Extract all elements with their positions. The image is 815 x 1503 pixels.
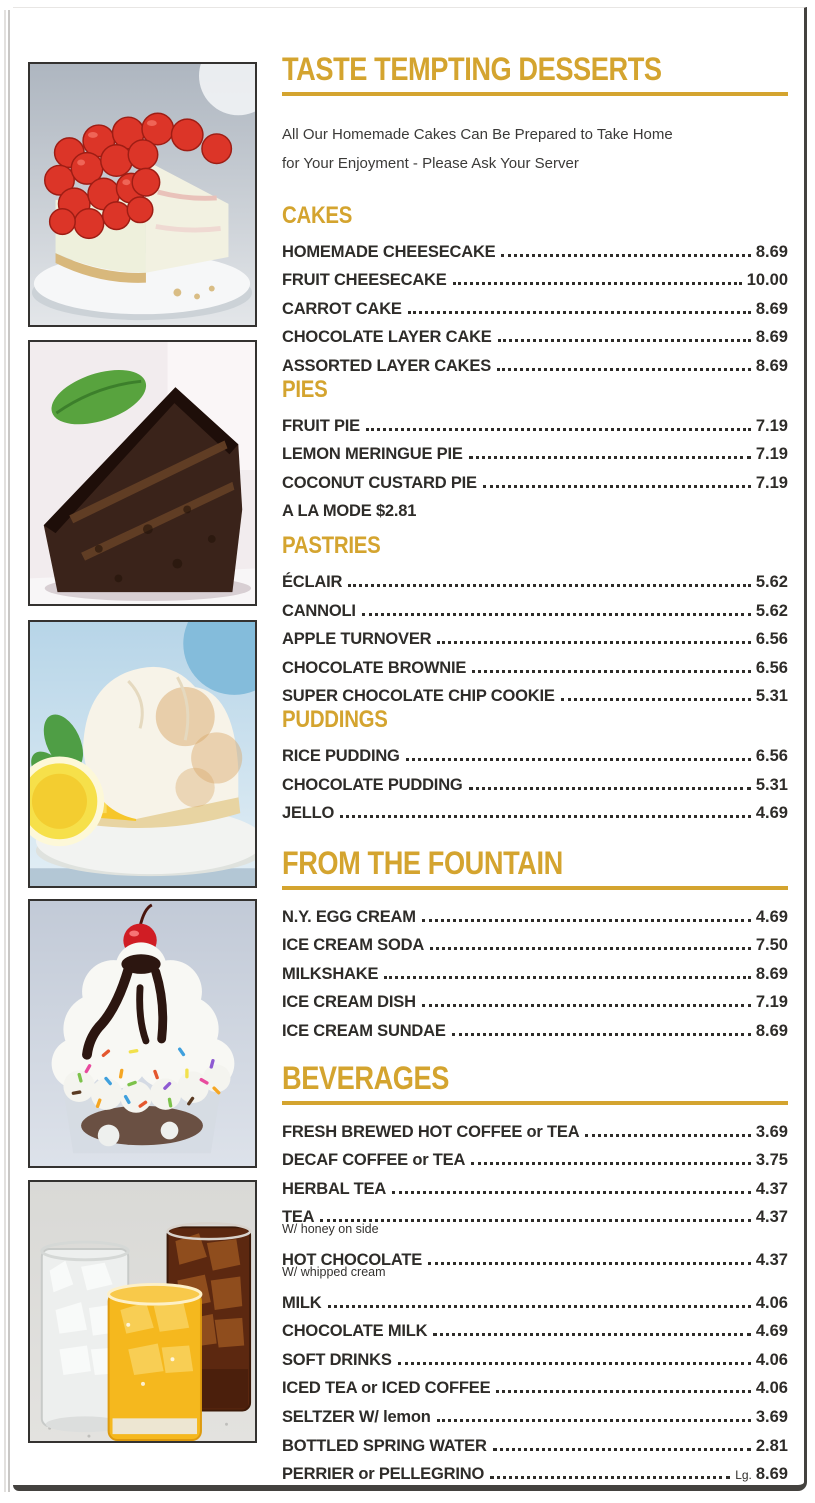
menu-page <box>13 7 807 1491</box>
menu-item <box>282 493 788 522</box>
menu-item-price: 4.69 <box>755 804 788 823</box>
menu-item-name: BOTTLED SPRING WATER <box>282 1436 487 1455</box>
menu-item-row <box>282 1341 788 1370</box>
dot-leader <box>585 1134 750 1137</box>
dot-leader <box>493 1448 751 1451</box>
menu-item-row <box>282 1170 788 1199</box>
menu-item-name: FRUIT CHEESECAKE <box>282 271 447 290</box>
pastries-item-list <box>282 563 788 706</box>
menu-item <box>282 955 788 984</box>
dot-leader <box>392 1191 751 1194</box>
menu-item-row <box>282 493 788 522</box>
dot-leader <box>362 613 751 616</box>
menu-item-price: 2.81 <box>755 1436 788 1455</box>
menu-item-name: CARROT CAKE <box>282 299 402 318</box>
menu-item-row <box>282 927 788 956</box>
menu-item-row <box>282 1456 788 1485</box>
menu-item-price: 4.06 <box>755 1379 788 1398</box>
menu-item-price: 4.06 <box>755 1293 788 1312</box>
menu-item-price: 8.69 <box>755 964 788 983</box>
menu-item-name: TEA <box>282 1208 315 1227</box>
menu-item-price: 8.69 <box>755 328 788 347</box>
dot-leader <box>469 456 751 459</box>
menu-item-name: N.Y. EGG CREAM <box>282 907 416 926</box>
dot-leader <box>366 428 751 431</box>
chocolate-cake-photo <box>28 340 257 606</box>
menu-item-name: ÉCLAIR <box>282 572 343 591</box>
page-stack-edge-line <box>8 10 10 1492</box>
menu-item-price: 8.69 <box>755 356 788 375</box>
menu-item <box>282 898 788 927</box>
puddings-item-list <box>282 737 788 823</box>
menu-item-price: 8.69 <box>755 1465 788 1484</box>
dot-leader <box>471 1162 751 1165</box>
menu-item-price: 7.50 <box>755 936 788 955</box>
take-home-note-line2: for Your Enjoyment - Please Ask Your Server <box>282 155 579 172</box>
menu-item-price: 8.69 <box>755 242 788 261</box>
menu-item <box>282 621 788 650</box>
dot-leader <box>433 1333 750 1336</box>
menu-item-price: 8.69 <box>755 299 788 318</box>
menu-item <box>282 262 788 291</box>
menu-item-row <box>282 407 788 436</box>
menu-item-name: DECAF COFFEE or TEA <box>282 1151 466 1170</box>
menu-item <box>282 678 788 707</box>
menu-item-row <box>282 678 788 707</box>
menu-item <box>282 563 788 592</box>
dot-leader <box>469 787 751 790</box>
menu-item-price: 5.31 <box>755 775 788 794</box>
menu-item <box>282 290 788 319</box>
dot-leader <box>561 698 751 701</box>
dot-leader <box>428 1262 751 1265</box>
dot-leader <box>498 339 751 342</box>
menu-item-price: 4.37 <box>755 1251 788 1270</box>
beverages-item-list <box>282 1113 788 1484</box>
menu-item <box>282 649 788 678</box>
menu-item-row <box>282 1012 788 1041</box>
menu-item-name: MILKSHAKE <box>282 964 379 983</box>
menu-item <box>282 1398 788 1427</box>
menu-item-row <box>282 319 788 348</box>
menu-item-name: SUPER CHOCOLATE CHIP COOKIE <box>282 687 555 706</box>
menu-item-row <box>282 347 788 376</box>
menu-item-note: W/ whipped cream <box>282 1265 386 1280</box>
menu-item <box>282 407 788 436</box>
menu-item-name: CHOCOLATE PUDDING <box>282 775 463 794</box>
menu-item-row <box>282 795 788 824</box>
menu-item <box>282 233 788 262</box>
desserts-title: TASTE TEMPTING DESSERTS <box>282 54 788 96</box>
beverages-title: BEVERAGES <box>282 1063 788 1105</box>
menu-item-name: HOT CHOCOLATE <box>282 1251 423 1270</box>
menu-item-price: 5.62 <box>755 601 788 620</box>
dot-leader <box>490 1476 730 1479</box>
menu-item-name: CANNOLI <box>282 601 356 620</box>
menu-item-row <box>282 592 788 621</box>
dot-leader <box>422 919 751 922</box>
menu-item-row <box>282 464 788 493</box>
menu-item <box>282 1199 788 1236</box>
menu-item-price: 4.37 <box>755 1179 788 1198</box>
menu-item-price: 7.19 <box>755 993 788 1012</box>
dot-leader <box>497 368 751 371</box>
cold-drinks-photo <box>28 1180 257 1443</box>
dot-leader <box>348 584 751 587</box>
menu-item-name: ICED TEA or ICED COFFEE <box>282 1379 491 1398</box>
take-home-note <box>282 120 788 178</box>
dot-leader <box>320 1219 750 1222</box>
menu-item-name: FRESH BREWED HOT COFFEE or TEA <box>282 1122 580 1141</box>
dot-leader <box>501 254 750 257</box>
cakes-item-list <box>282 233 788 376</box>
menu-item-row <box>282 1427 788 1456</box>
menu-item-name: PERRIER or PELLEGRINO <box>282 1465 485 1484</box>
menu-item <box>282 464 788 493</box>
menu-item <box>282 1170 788 1199</box>
dot-leader <box>408 311 751 314</box>
menu-item-price: 4.37 <box>755 1208 788 1227</box>
menu-item-row <box>282 737 788 766</box>
menu-item <box>282 737 788 766</box>
menu-item-row <box>282 621 788 650</box>
lemon-meringue-pie-photo <box>28 620 257 888</box>
menu-item-row <box>282 563 788 592</box>
menu-item-price: 5.62 <box>755 572 788 591</box>
menu-item-row <box>282 1370 788 1399</box>
menu-item-name: ASSORTED LAYER CAKES <box>282 356 492 375</box>
menu-item <box>282 1241 788 1278</box>
page-stack-edge-line <box>4 10 6 1492</box>
menu-item <box>282 1313 788 1342</box>
menu-item <box>282 1456 788 1485</box>
menu-item-name: HERBAL TEA <box>282 1179 387 1198</box>
dot-leader <box>452 1033 751 1036</box>
menu-item <box>282 1142 788 1171</box>
menu-item-row <box>282 649 788 678</box>
menu-item-name: HOMEMADE CHEESECAKE <box>282 242 496 261</box>
menu-item-price: 10.00 <box>746 271 788 290</box>
menu-item-price: 3.69 <box>755 1408 788 1426</box>
menu-item <box>282 319 788 348</box>
dot-leader <box>328 1305 751 1308</box>
pies-item-list <box>282 407 788 521</box>
menu-item <box>282 795 788 824</box>
menu-item <box>282 984 788 1013</box>
menu-item-row <box>282 955 788 984</box>
ice-cream-sundae-photo <box>28 899 257 1168</box>
price-size-label: Lg. <box>735 1468 752 1483</box>
menu-item <box>282 1284 788 1313</box>
menu-item-row <box>282 233 788 262</box>
menu-item-row <box>282 436 788 465</box>
menu-item-name: A LA MODE $2.81 <box>282 502 417 521</box>
menu-item-name: JELLO <box>282 804 335 823</box>
dot-leader <box>398 1362 751 1365</box>
menu-item-name: CHOCOLATE MILK <box>282 1322 428 1341</box>
menu-item <box>282 766 788 795</box>
dot-leader <box>496 1390 750 1393</box>
section-label-pastries: PASTRIES <box>282 532 381 560</box>
menu-item <box>282 1427 788 1456</box>
menu-item-price: 5.31 <box>755 687 788 706</box>
menu-item-row <box>282 984 788 1013</box>
menu-item-name: SOFT DRINKS <box>282 1350 392 1369</box>
menu-item-price: 4.69 <box>755 907 788 926</box>
menu-item-name: LEMON MERINGUE PIE <box>282 445 463 464</box>
dot-leader <box>430 947 751 950</box>
section-label-pies: PIES <box>282 375 328 403</box>
menu-item-name: SELTZER W/ lemon <box>282 1408 431 1426</box>
menu-item-name: FRUIT PIE <box>282 416 360 435</box>
menu-content-column <box>282 51 788 1484</box>
dot-leader <box>406 758 751 761</box>
dot-leader <box>422 1004 751 1007</box>
fountain-item-list <box>282 898 788 1041</box>
menu-item <box>282 1113 788 1142</box>
menu-item-name: APPLE TURNOVER <box>282 630 432 649</box>
menu-item-price: 3.69 <box>755 1122 788 1141</box>
menu-item-name: COCONUT CUSTARD PIE <box>282 473 477 492</box>
menu-item <box>282 927 788 956</box>
menu-item-row <box>282 1142 788 1171</box>
menu-item-price: 3.75 <box>755 1151 788 1170</box>
menu-item-note: W/ honey on side <box>282 1222 379 1237</box>
menu-item-price: 6.56 <box>755 746 788 765</box>
menu-item <box>282 1370 788 1399</box>
menu-item-price: 4.69 <box>755 1322 788 1341</box>
menu-item <box>282 592 788 621</box>
menu-item-name: CHOCOLATE BROWNIE <box>282 658 467 677</box>
menu-item-name: ICE CREAM SUNDAE <box>282 1022 446 1041</box>
menu-item-price: 7.19 <box>755 416 788 435</box>
menu-item-row <box>282 766 788 795</box>
menu-item <box>282 436 788 465</box>
take-home-note-line1: All Our Homemade Cakes Can Be Prepared to Take Home <box>282 126 673 143</box>
menu-item-row <box>282 1113 788 1142</box>
menu-item-name: RICE PUDDING <box>282 746 400 765</box>
menu-item-row <box>282 1313 788 1342</box>
menu-item-price: 8.69 <box>755 1022 788 1041</box>
menu-item-price: 7.19 <box>755 445 788 464</box>
menu-item-name: MILK <box>282 1293 322 1312</box>
menu-item <box>282 1341 788 1370</box>
menu-item <box>282 347 788 376</box>
menu-item-name: ICE CREAM DISH <box>282 993 416 1012</box>
menu-item-row <box>282 1398 788 1427</box>
dot-leader <box>340 815 751 818</box>
menu-item-row <box>282 898 788 927</box>
menu-item-row <box>282 290 788 319</box>
menu-item-name: CHOCOLATE LAYER CAKE <box>282 328 492 347</box>
menu-item-price: 7.19 <box>755 473 788 492</box>
menu-item-price: 6.56 <box>755 658 788 677</box>
menu-item-name: ICE CREAM SODA <box>282 936 425 955</box>
dot-leader <box>437 641 750 644</box>
menu-item-price: 4.06 <box>755 1350 788 1369</box>
dot-leader <box>453 282 742 285</box>
dot-leader <box>472 670 751 673</box>
dot-leader <box>437 1419 751 1422</box>
menu-item-row <box>282 1284 788 1313</box>
section-label-puddings: PUDDINGS <box>282 706 388 734</box>
menu-item-price: 6.56 <box>755 630 788 649</box>
dot-leader <box>483 485 751 488</box>
dot-leader <box>384 976 751 979</box>
fountain-title: FROM THE FOUNTAIN <box>282 848 788 890</box>
strawberry-cheesecake-photo <box>28 62 257 327</box>
menu-item-row <box>282 262 788 291</box>
menu-item <box>282 1012 788 1041</box>
section-label-cakes: CAKES <box>282 202 353 229</box>
